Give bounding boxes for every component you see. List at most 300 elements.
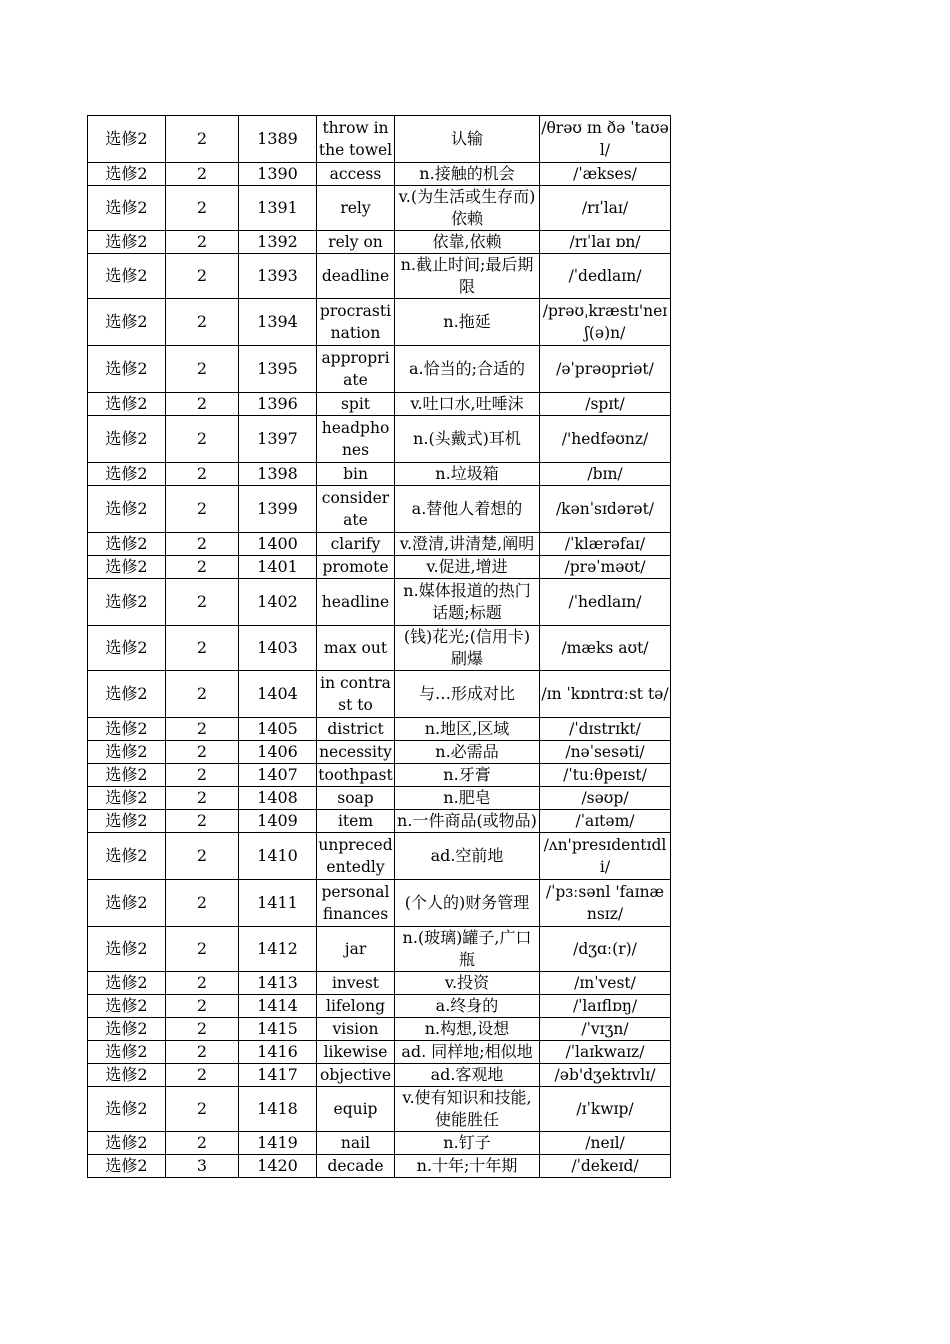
cell-unit-text: 2 bbox=[196, 198, 208, 217]
cell-word-text: personal finances bbox=[321, 883, 390, 923]
cell-number bbox=[239, 995, 317, 1018]
cell-book-text: 选修2 bbox=[105, 429, 148, 448]
cell-phonetic bbox=[540, 972, 671, 995]
cell-meaning bbox=[395, 880, 540, 927]
cell-book bbox=[88, 486, 166, 533]
cell-number-text: 1402 bbox=[257, 592, 298, 611]
cell-book-text: 选修2 bbox=[105, 1099, 148, 1118]
cell-number-text: 1405 bbox=[257, 719, 298, 738]
cell-meaning-text: 与…形成对比 bbox=[418, 684, 515, 703]
cell-phonetic-text: /ˈvɪʒn/ bbox=[581, 1020, 629, 1038]
cell-meaning-text: a.终身的 bbox=[435, 996, 499, 1015]
table-row bbox=[88, 299, 671, 346]
cell-book-text: 选修2 bbox=[105, 1065, 148, 1084]
table-row bbox=[88, 163, 671, 186]
cell-book-text: 选修2 bbox=[105, 266, 148, 285]
cell-book bbox=[88, 579, 166, 626]
cell-phonetic bbox=[540, 671, 671, 718]
cell-book bbox=[88, 556, 166, 579]
cell-book bbox=[88, 833, 166, 880]
cell-book-text: 选修2 bbox=[105, 1042, 148, 1061]
cell-phonetic-text: /ˈhedlaɪn/ bbox=[568, 593, 642, 611]
cell-number-text: 1396 bbox=[257, 394, 298, 413]
cell-number-text: 1403 bbox=[257, 638, 298, 657]
vocabulary-table-body bbox=[88, 116, 671, 1178]
cell-number bbox=[239, 533, 317, 556]
cell-unit bbox=[166, 880, 239, 927]
cell-book bbox=[88, 254, 166, 299]
table-row bbox=[88, 972, 671, 995]
cell-word bbox=[317, 393, 395, 416]
cell-meaning-text: n.媒体报道的热门话题;标题 bbox=[403, 581, 531, 622]
cell-word bbox=[317, 1132, 395, 1155]
cell-meaning-text: 依靠,依赖 bbox=[432, 232, 502, 251]
cell-unit-text: 2 bbox=[196, 684, 208, 703]
cell-book-text: 选修2 bbox=[105, 129, 148, 148]
cell-unit bbox=[166, 393, 239, 416]
cell-meaning bbox=[395, 116, 540, 163]
cell-number bbox=[239, 1155, 317, 1178]
cell-phonetic-text: /ʌn'presɪdentɪdli/ bbox=[543, 836, 667, 876]
cell-unit-text: 2 bbox=[196, 164, 208, 183]
cell-book bbox=[88, 163, 166, 186]
cell-unit-text: 2 bbox=[196, 765, 208, 784]
cell-phonetic bbox=[540, 186, 671, 231]
cell-number bbox=[239, 833, 317, 880]
table-row bbox=[88, 995, 671, 1018]
cell-number-text: 1397 bbox=[257, 429, 298, 448]
cell-word-text: invest bbox=[331, 974, 380, 992]
cell-unit bbox=[166, 163, 239, 186]
cell-word-text: equip bbox=[333, 1100, 378, 1118]
table-row bbox=[88, 1064, 671, 1087]
cell-unit bbox=[166, 671, 239, 718]
cell-word bbox=[317, 833, 395, 880]
cell-unit-text: 3 bbox=[196, 1156, 208, 1175]
cell-unit-text: 2 bbox=[196, 429, 208, 448]
cell-unit bbox=[166, 787, 239, 810]
cell-unit bbox=[166, 833, 239, 880]
cell-unit-text: 2 bbox=[196, 788, 208, 807]
cell-meaning-text: n.肥皂 bbox=[443, 788, 491, 807]
cell-number bbox=[239, 671, 317, 718]
cell-meaning-text: n.十年;十年期 bbox=[416, 1156, 518, 1175]
cell-book bbox=[88, 231, 166, 254]
cell-meaning-text: ad.客观地 bbox=[430, 1065, 504, 1084]
cell-phonetic-text: /mæks aʊt/ bbox=[561, 639, 649, 657]
cell-unit-text: 2 bbox=[196, 996, 208, 1015]
cell-phonetic bbox=[540, 231, 671, 254]
cell-book bbox=[88, 1155, 166, 1178]
table-row bbox=[88, 671, 671, 718]
cell-word bbox=[317, 116, 395, 163]
cell-meaning bbox=[395, 254, 540, 299]
cell-phonetic bbox=[540, 346, 671, 393]
cell-number bbox=[239, 416, 317, 463]
table-row bbox=[88, 927, 671, 972]
cell-meaning-text: n.截止时间;最后期限 bbox=[400, 255, 534, 296]
cell-word bbox=[317, 1041, 395, 1064]
cell-number bbox=[239, 186, 317, 231]
cell-meaning-text: n.必需品 bbox=[435, 742, 499, 761]
cell-meaning bbox=[395, 1155, 540, 1178]
cell-book-text: 选修2 bbox=[105, 684, 148, 703]
cell-number bbox=[239, 579, 317, 626]
cell-number-text: 1392 bbox=[257, 232, 298, 251]
cell-book bbox=[88, 393, 166, 416]
cell-unit-text: 2 bbox=[196, 1042, 208, 1061]
cell-unit bbox=[166, 186, 239, 231]
cell-phonetic bbox=[540, 1132, 671, 1155]
cell-unit-text: 2 bbox=[196, 266, 208, 285]
cell-number-text: 1414 bbox=[257, 996, 298, 1015]
cell-book bbox=[88, 880, 166, 927]
cell-phonetic-text: /ɪˈkwɪp/ bbox=[576, 1100, 634, 1118]
cell-book bbox=[88, 533, 166, 556]
cell-unit-text: 2 bbox=[196, 312, 208, 331]
cell-phonetic-text: /ɪnˈvest/ bbox=[574, 974, 636, 992]
cell-word bbox=[317, 741, 395, 764]
cell-phonetic bbox=[540, 533, 671, 556]
cell-number bbox=[239, 1064, 317, 1087]
cell-number bbox=[239, 463, 317, 486]
cell-unit-text: 2 bbox=[196, 1099, 208, 1118]
cell-unit bbox=[166, 1155, 239, 1178]
cell-phonetic bbox=[540, 463, 671, 486]
cell-book bbox=[88, 1064, 166, 1087]
cell-number bbox=[239, 393, 317, 416]
cell-meaning bbox=[395, 416, 540, 463]
cell-unit-text: 2 bbox=[196, 394, 208, 413]
cell-number bbox=[239, 116, 317, 163]
cell-phonetic bbox=[540, 810, 671, 833]
cell-number-text: 1409 bbox=[257, 811, 298, 830]
cell-unit-text: 2 bbox=[196, 811, 208, 830]
cell-phonetic-text: /bɪn/ bbox=[587, 465, 623, 483]
cell-meaning-text: 认输 bbox=[450, 129, 483, 148]
table-row bbox=[88, 1018, 671, 1041]
cell-meaning-text: n.(头戴式)耳机 bbox=[413, 429, 521, 448]
cell-meaning bbox=[395, 833, 540, 880]
cell-unit bbox=[166, 764, 239, 787]
cell-phonetic bbox=[540, 927, 671, 972]
table-row bbox=[88, 1132, 671, 1155]
cell-book bbox=[88, 1018, 166, 1041]
cell-phonetic-text: /ˈlaɪflɒŋ/ bbox=[572, 997, 638, 1015]
cell-phonetic bbox=[540, 880, 671, 927]
cell-book bbox=[88, 787, 166, 810]
cell-number-text: 1407 bbox=[257, 765, 298, 784]
table-row bbox=[88, 579, 671, 626]
cell-unit bbox=[166, 533, 239, 556]
cell-word bbox=[317, 1087, 395, 1132]
cell-phonetic bbox=[540, 1064, 671, 1087]
cell-meaning bbox=[395, 1087, 540, 1132]
cell-book-text: 选修2 bbox=[105, 638, 148, 657]
cell-book-text: 选修2 bbox=[105, 811, 148, 830]
cell-unit-text: 2 bbox=[196, 557, 208, 576]
cell-word-text: objective bbox=[319, 1066, 392, 1084]
cell-word bbox=[317, 880, 395, 927]
cell-book-text: 选修2 bbox=[105, 765, 148, 784]
cell-phonetic bbox=[540, 254, 671, 299]
cell-unit-text: 2 bbox=[196, 592, 208, 611]
cell-meaning bbox=[395, 972, 540, 995]
cell-word bbox=[317, 299, 395, 346]
cell-unit-text: 2 bbox=[196, 719, 208, 738]
cell-word-text: promote bbox=[322, 558, 389, 576]
cell-number-text: 1391 bbox=[257, 198, 298, 217]
cell-book bbox=[88, 1132, 166, 1155]
cell-phonetic-text: /səʊp/ bbox=[581, 789, 629, 807]
cell-unit bbox=[166, 556, 239, 579]
cell-phonetic-text: /ɪn ˈkɒntrɑːst tə/ bbox=[541, 685, 669, 703]
cell-unit-text: 2 bbox=[196, 464, 208, 483]
cell-meaning bbox=[395, 533, 540, 556]
cell-phonetic bbox=[540, 764, 671, 787]
cell-number bbox=[239, 972, 317, 995]
cell-meaning bbox=[395, 299, 540, 346]
cell-unit-text: 2 bbox=[196, 1065, 208, 1084]
cell-book-text: 选修2 bbox=[105, 499, 148, 518]
cell-number bbox=[239, 1132, 317, 1155]
cell-phonetic bbox=[540, 299, 671, 346]
cell-unit bbox=[166, 1132, 239, 1155]
cell-word bbox=[317, 486, 395, 533]
cell-meaning bbox=[395, 1064, 540, 1087]
cell-unit-text: 2 bbox=[196, 232, 208, 251]
cell-word-text: necessity bbox=[319, 743, 392, 761]
cell-word-text: throw in the towel bbox=[318, 119, 393, 159]
cell-unit bbox=[166, 231, 239, 254]
cell-meaning-text: n.一件商品(或物品) bbox=[397, 811, 537, 830]
cell-number-text: 1412 bbox=[257, 939, 298, 958]
cell-meaning bbox=[395, 1132, 540, 1155]
cell-meaning bbox=[395, 556, 540, 579]
cell-book-text: 选修2 bbox=[105, 846, 148, 865]
cell-meaning-text: a.恰当的;合适的 bbox=[408, 359, 526, 378]
cell-meaning-text: a.替他人着想的 bbox=[411, 499, 523, 518]
cell-number-text: 1419 bbox=[257, 1133, 298, 1152]
cell-number-text: 1389 bbox=[257, 129, 298, 148]
cell-number bbox=[239, 163, 317, 186]
table-row bbox=[88, 833, 671, 880]
cell-number-text: 1393 bbox=[257, 266, 298, 285]
table-row bbox=[88, 416, 671, 463]
cell-phonetic bbox=[540, 579, 671, 626]
cell-book-text: 选修2 bbox=[105, 464, 148, 483]
cell-unit bbox=[166, 718, 239, 741]
cell-number bbox=[239, 718, 317, 741]
table-row bbox=[88, 1155, 671, 1178]
cell-word-text: toothpast bbox=[318, 766, 393, 784]
table-row bbox=[88, 254, 671, 299]
cell-word-text: headphones bbox=[321, 419, 390, 459]
cell-meaning bbox=[395, 579, 540, 626]
cell-word-text: soap bbox=[337, 789, 374, 807]
cell-phonetic bbox=[540, 393, 671, 416]
cell-number bbox=[239, 1018, 317, 1041]
cell-phonetic-text: /prəˈməʊt/ bbox=[564, 558, 646, 576]
cell-unit-text: 2 bbox=[196, 129, 208, 148]
table-row bbox=[88, 718, 671, 741]
cell-book bbox=[88, 1087, 166, 1132]
cell-word bbox=[317, 764, 395, 787]
cell-phonetic-text: /neɪl/ bbox=[585, 1134, 625, 1152]
cell-phonetic-text: /ˈdɪstrɪkt/ bbox=[569, 720, 641, 738]
cell-unit-text: 2 bbox=[196, 534, 208, 553]
cell-unit-text: 2 bbox=[196, 638, 208, 657]
cell-word-text: item bbox=[337, 812, 374, 830]
cell-meaning bbox=[395, 231, 540, 254]
cell-word-text: considerate bbox=[321, 489, 390, 529]
cell-word bbox=[317, 254, 395, 299]
table-row bbox=[88, 556, 671, 579]
cell-word-text: access bbox=[329, 165, 382, 183]
cell-book bbox=[88, 995, 166, 1018]
cell-number-text: 1410 bbox=[257, 846, 298, 865]
cell-number bbox=[239, 927, 317, 972]
cell-phonetic bbox=[540, 416, 671, 463]
cell-meaning-text: v.投资 bbox=[444, 973, 490, 992]
cell-unit-text: 2 bbox=[196, 1019, 208, 1038]
cell-book-text: 选修2 bbox=[105, 164, 148, 183]
cell-book bbox=[88, 741, 166, 764]
cell-number-text: 1395 bbox=[257, 359, 298, 378]
cell-unit bbox=[166, 463, 239, 486]
cell-number-text: 1406 bbox=[257, 742, 298, 761]
cell-unit bbox=[166, 810, 239, 833]
cell-book-text: 选修2 bbox=[105, 557, 148, 576]
cell-unit bbox=[166, 116, 239, 163]
cell-book-text: 选修2 bbox=[105, 312, 148, 331]
cell-book-text: 选修2 bbox=[105, 719, 148, 738]
cell-number-text: 1417 bbox=[257, 1065, 298, 1084]
cell-word bbox=[317, 163, 395, 186]
cell-phonetic-text: /ˈpɜːsənl 'faɪnænsɪz/ bbox=[545, 883, 665, 923]
cell-phonetic bbox=[540, 741, 671, 764]
cell-phonetic bbox=[540, 995, 671, 1018]
cell-book-text: 选修2 bbox=[105, 939, 148, 958]
cell-unit-text: 2 bbox=[196, 499, 208, 518]
vocabulary-table bbox=[87, 115, 671, 1178]
cell-word-text: headline bbox=[321, 593, 390, 611]
table-row bbox=[88, 463, 671, 486]
cell-book bbox=[88, 972, 166, 995]
cell-meaning-text: n.接触的机会 bbox=[419, 164, 515, 183]
cell-number bbox=[239, 1041, 317, 1064]
cell-number-text: 1413 bbox=[257, 973, 298, 992]
cell-meaning bbox=[395, 995, 540, 1018]
cell-number-text: 1400 bbox=[257, 534, 298, 553]
cell-word-text: unprecedentedly bbox=[318, 836, 393, 876]
cell-word bbox=[317, 463, 395, 486]
cell-unit bbox=[166, 416, 239, 463]
cell-word-text: in contrast to bbox=[320, 674, 391, 714]
cell-book-text: 选修2 bbox=[105, 1019, 148, 1038]
cell-unit-text: 2 bbox=[196, 893, 208, 912]
cell-phonetic bbox=[540, 163, 671, 186]
cell-book-text: 选修2 bbox=[105, 1133, 148, 1152]
cell-book bbox=[88, 671, 166, 718]
cell-phonetic-text: /ˈaɪtəm/ bbox=[575, 812, 635, 830]
table-row bbox=[88, 880, 671, 927]
cell-meaning-text: v.吐口水,吐唾沫 bbox=[410, 394, 524, 413]
cell-meaning bbox=[395, 810, 540, 833]
cell-word bbox=[317, 579, 395, 626]
cell-number bbox=[239, 810, 317, 833]
cell-unit-text: 2 bbox=[196, 742, 208, 761]
cell-book bbox=[88, 416, 166, 463]
table-row bbox=[88, 764, 671, 787]
cell-meaning bbox=[395, 787, 540, 810]
cell-word bbox=[317, 1064, 395, 1087]
cell-word bbox=[317, 1155, 395, 1178]
table-row bbox=[88, 741, 671, 764]
cell-phonetic bbox=[540, 556, 671, 579]
cell-word bbox=[317, 718, 395, 741]
cell-number bbox=[239, 626, 317, 671]
cell-meaning-text: (钱)花光;(信用卡)刷爆 bbox=[403, 627, 531, 668]
cell-meaning-text: v.(为生活或生存而)依赖 bbox=[398, 187, 536, 228]
cell-phonetic-text: /əb'dʒektɪvlɪ/ bbox=[554, 1066, 656, 1084]
cell-word-text: rely on bbox=[328, 233, 383, 251]
cell-meaning bbox=[395, 463, 540, 486]
cell-unit bbox=[166, 579, 239, 626]
cell-phonetic bbox=[540, 718, 671, 741]
cell-meaning-text: n.拖延 bbox=[443, 312, 491, 331]
table-row bbox=[88, 486, 671, 533]
cell-phonetic-text: /dʒɑː(r)/ bbox=[573, 940, 637, 958]
cell-meaning-text: n.构想,设想 bbox=[424, 1019, 510, 1038]
cell-book-text: 选修2 bbox=[105, 893, 148, 912]
cell-meaning-text: n.钉子 bbox=[443, 1133, 491, 1152]
cell-unit-text: 2 bbox=[196, 1133, 208, 1152]
cell-word-text: bin bbox=[343, 465, 368, 483]
cell-word bbox=[317, 346, 395, 393]
cell-phonetic bbox=[540, 787, 671, 810]
cell-number bbox=[239, 741, 317, 764]
cell-word bbox=[317, 416, 395, 463]
table-row bbox=[88, 810, 671, 833]
cell-number bbox=[239, 231, 317, 254]
cell-word-text: spit bbox=[340, 395, 371, 413]
cell-unit-text: 2 bbox=[196, 973, 208, 992]
cell-book-text: 选修2 bbox=[105, 996, 148, 1015]
cell-book bbox=[88, 299, 166, 346]
cell-word-text: clarify bbox=[330, 535, 381, 553]
cell-meaning bbox=[395, 671, 540, 718]
cell-number bbox=[239, 486, 317, 533]
cell-word bbox=[317, 626, 395, 671]
cell-phonetic-text: /'hedfəʊnz/ bbox=[561, 430, 649, 448]
cell-phonetic bbox=[540, 1041, 671, 1064]
cell-meaning-text: v.澄清,讲清楚,阐明 bbox=[399, 534, 535, 553]
cell-word bbox=[317, 556, 395, 579]
cell-word bbox=[317, 231, 395, 254]
cell-number-text: 1418 bbox=[257, 1099, 298, 1118]
cell-book-text: 选修2 bbox=[105, 232, 148, 251]
cell-unit bbox=[166, 927, 239, 972]
cell-word bbox=[317, 533, 395, 556]
table-row bbox=[88, 346, 671, 393]
cell-meaning bbox=[395, 486, 540, 533]
cell-book bbox=[88, 927, 166, 972]
cell-unit bbox=[166, 1041, 239, 1064]
cell-book-text: 选修2 bbox=[105, 592, 148, 611]
table-row bbox=[88, 231, 671, 254]
cell-phonetic bbox=[540, 486, 671, 533]
